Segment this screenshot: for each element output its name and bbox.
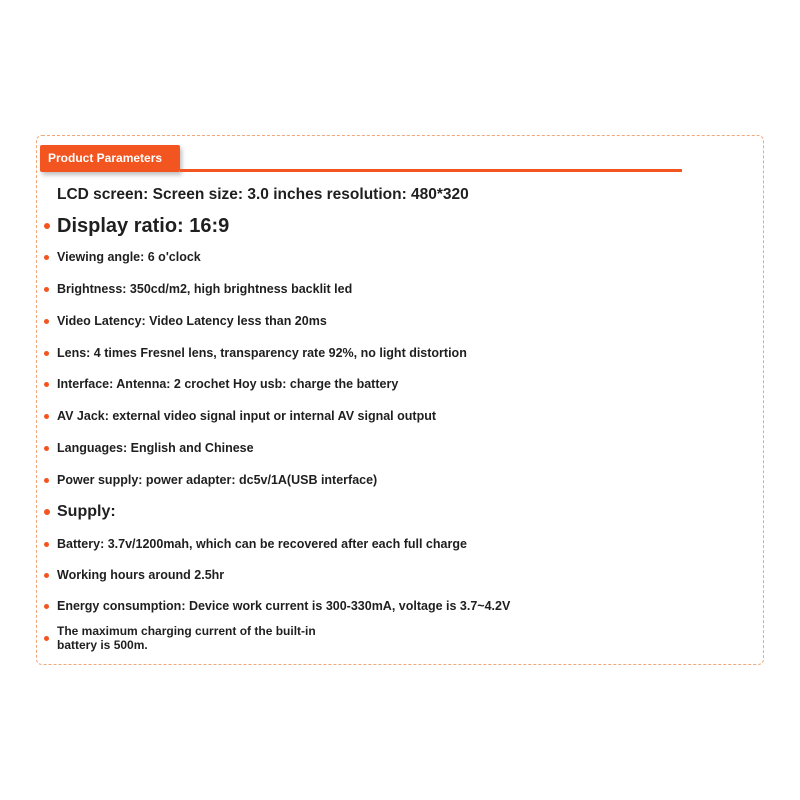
bullet-icon	[44, 255, 49, 260]
spec-item-brightness	[44, 283, 352, 296]
header-divider	[180, 169, 682, 172]
bullet-icon	[44, 604, 49, 609]
spec-text: Interface: Antenna: 2 crochet Hoy usb: charge the battery	[57, 377, 399, 391]
spec-text: Power supply: power adapter: dc5v/1A(USB interface)	[57, 473, 378, 487]
spec-text: Lens: 4 times Fresnel lens, transparency rate 92%, no light distortion	[57, 346, 467, 360]
spec-text: Battery: 3.7v/1200mah, which can be recovered after each full charge	[57, 537, 467, 551]
spec-text-line-2: battery is 500m.	[57, 638, 148, 652]
bullet-icon	[44, 351, 49, 356]
bullet-icon	[44, 509, 50, 515]
bullet-icon	[44, 192, 49, 197]
spec-item-av-jack	[44, 410, 436, 423]
product-parameters-header	[40, 145, 180, 172]
spec-text: Energy consumption: Device work current is 300-330mA, voltage is 3.7~4.2V	[57, 599, 511, 613]
spec-text: Working hours around 2.5hr	[57, 568, 225, 582]
bullet-icon	[44, 319, 49, 324]
spec-text: Supply:	[57, 503, 116, 520]
spec-item-lens	[44, 347, 467, 360]
spec-text-line-1: The maximum charging current of the built-in	[57, 624, 316, 638]
spec-text: Brightness: 350cd/m2, high brightness backlit led	[57, 282, 353, 296]
spec-text: Viewing angle: 6 o'clock	[57, 250, 201, 264]
spec-item-working-hours	[44, 569, 224, 582]
spec-item-charging-current	[44, 624, 316, 652]
spec-text: LCD screen: Screen size: 3.0 inches resolution: 480*320	[57, 186, 469, 203]
bullet-icon	[44, 382, 49, 387]
spec-text: Display ratio: 16:9	[57, 215, 230, 237]
bullet-icon	[44, 542, 49, 547]
spec-item-display-ratio	[44, 216, 229, 236]
spec-text: AV Jack: external video signal input or internal AV signal output	[57, 409, 436, 423]
bullet-icon	[44, 446, 49, 451]
bullet-icon	[44, 414, 49, 419]
spec-item-languages	[44, 442, 254, 455]
bullet-icon	[44, 636, 49, 641]
spec-item-interface	[44, 378, 398, 391]
spec-item-lcd-screen	[44, 187, 469, 203]
spec-text: Video Latency: Video Latency less than 20ms	[57, 314, 327, 328]
spec-item-video-latency	[44, 315, 327, 328]
spec-item-power-supply	[44, 474, 377, 487]
bullet-icon	[44, 573, 49, 578]
spec-item-battery	[44, 538, 467, 551]
spec-item-viewing-angle	[44, 251, 201, 264]
header-label: Product Parameters	[48, 151, 163, 165]
spec-item-energy-consumption	[44, 600, 510, 613]
bullet-icon	[44, 287, 49, 292]
spec-text-multiline	[57, 624, 316, 652]
bullet-icon	[44, 223, 50, 229]
spec-text: Languages: English and Chinese	[57, 441, 254, 455]
spec-item-supply-heading	[44, 504, 116, 520]
bullet-icon	[44, 478, 49, 483]
